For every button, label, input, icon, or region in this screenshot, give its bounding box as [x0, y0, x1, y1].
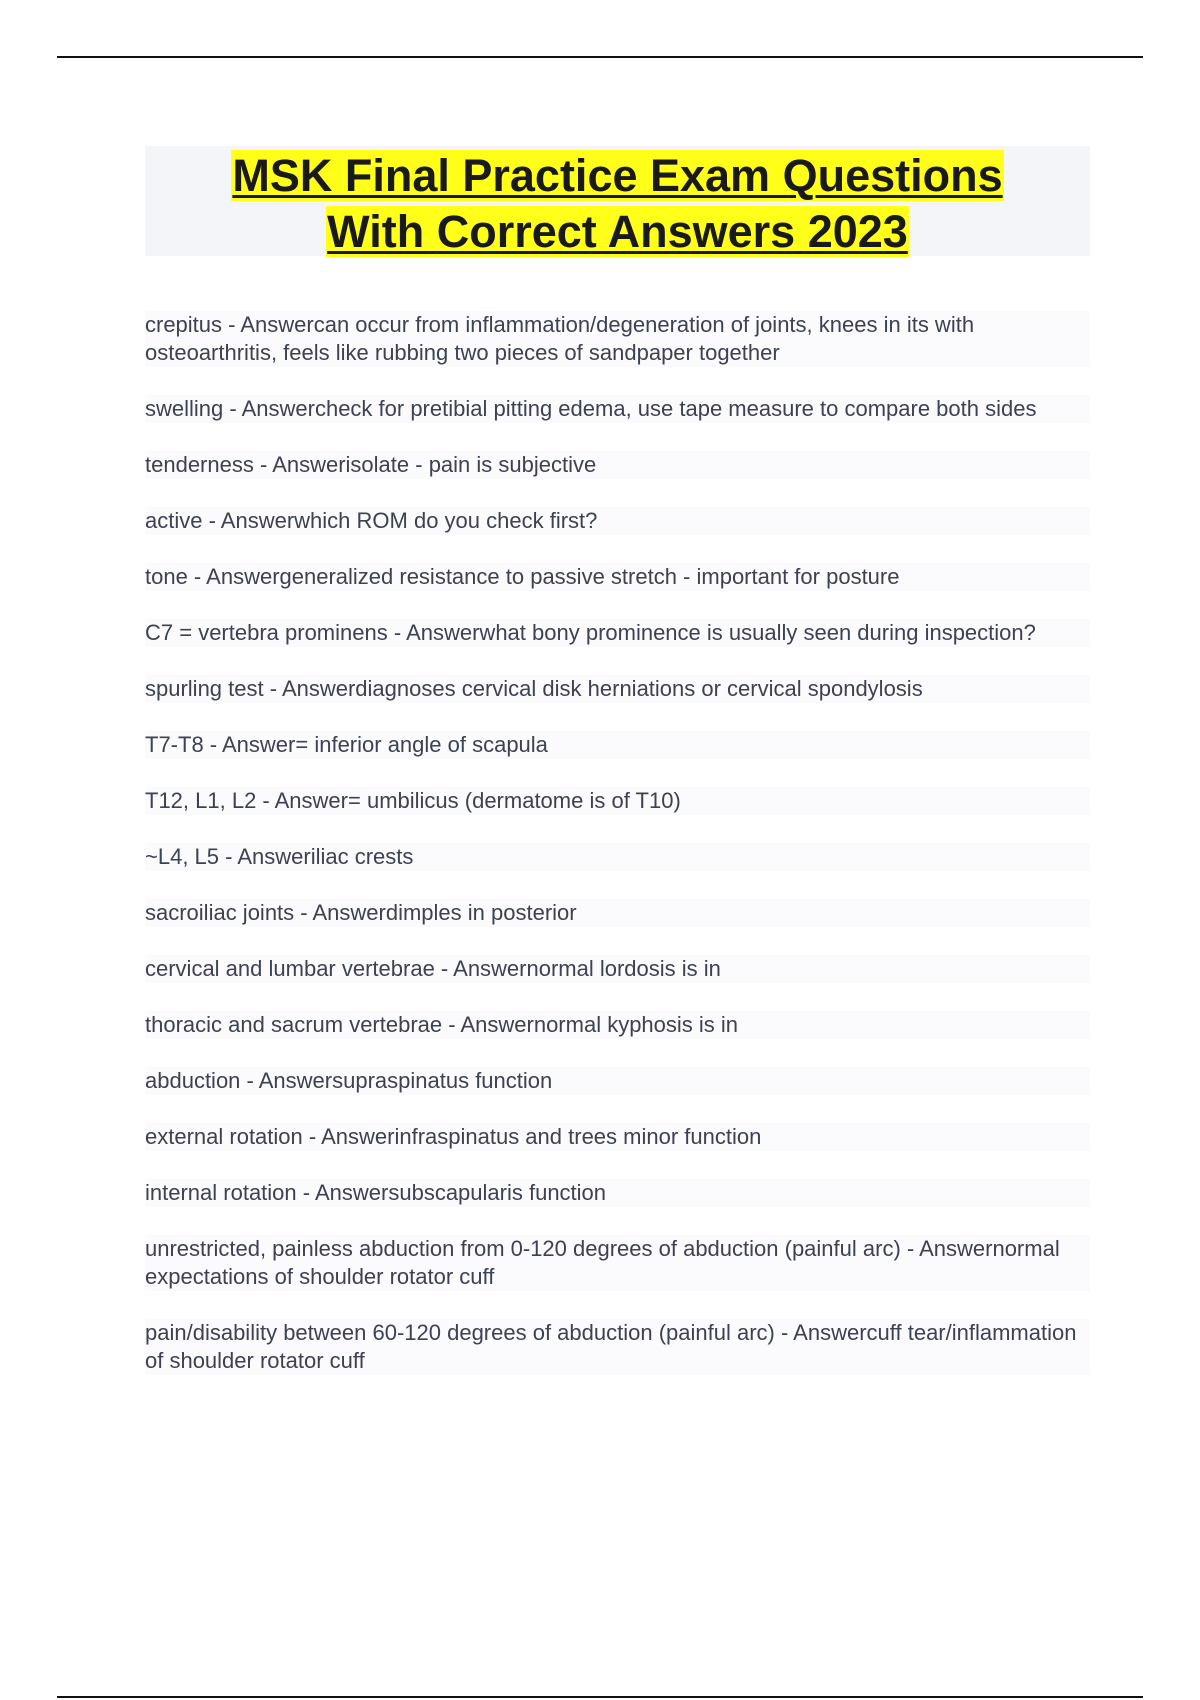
qa-entry: sacroiliac joints - Answerdimples in posterior	[145, 899, 1090, 927]
qa-entry: abduction - Answersupraspinatus function	[145, 1067, 1090, 1095]
qa-entry: active - Answerwhich ROM do you check first?	[145, 507, 1090, 535]
qa-entry: pain/disability between 60-120 degrees of abduction (painful arc) - Answercuff tear/inflammation of shoulder rotator cuff	[145, 1319, 1090, 1375]
title-line-1	[145, 148, 1090, 204]
qa-list	[145, 311, 1090, 1403]
qa-entry: external rotation - Answerinfraspinatus and trees minor function	[145, 1123, 1090, 1151]
document-title	[145, 146, 1090, 256]
title-line-1-text: MSK Final Practice Exam Questions	[232, 150, 1003, 201]
qa-entry: tone - Answergeneralized resistance to passive stretch - important for posture	[145, 563, 1090, 591]
qa-entry: thoracic and sacrum vertebrae - Answernormal kyphosis is in	[145, 1011, 1090, 1039]
qa-entry: unrestricted, painless abduction from 0-120 degrees of abduction (painful arc) - Answernormal expectations of shoulder rotator cuff	[145, 1235, 1090, 1291]
qa-entry: crepitus - Answercan occur from inflammation/degeneration of joints, knees in its with osteoarthritis, feels like rubbing two pieces of sandpaper together	[145, 311, 1090, 367]
title-line-2-text: With Correct Answers 2023	[327, 206, 908, 257]
qa-entry: ~L4, L5 - Answeriliac crests	[145, 843, 1090, 871]
qa-entry: C7 = vertebra prominens - Answerwhat bony prominence is usually seen during inspection?	[145, 619, 1090, 647]
qa-entry: tenderness - Answerisolate - pain is subjective	[145, 451, 1090, 479]
bottom-rule	[57, 1696, 1143, 1698]
top-rule	[57, 56, 1143, 58]
qa-entry: spurling test - Answerdiagnoses cervical disk herniations or cervical spondylosis	[145, 675, 1090, 703]
qa-entry: cervical and lumbar vertebrae - Answernormal lordosis is in	[145, 955, 1090, 983]
qa-entry: internal rotation - Answersubscapularis function	[145, 1179, 1090, 1207]
title-line-2	[145, 204, 1090, 260]
qa-entry: swelling - Answercheck for pretibial pitting edema, use tape measure to compare both sides	[145, 395, 1090, 423]
qa-entry: T12, L1, L2 - Answer= umbilicus (dermatome is of T10)	[145, 787, 1090, 815]
qa-entry: T7-T8 - Answer= inferior angle of scapula	[145, 731, 1090, 759]
